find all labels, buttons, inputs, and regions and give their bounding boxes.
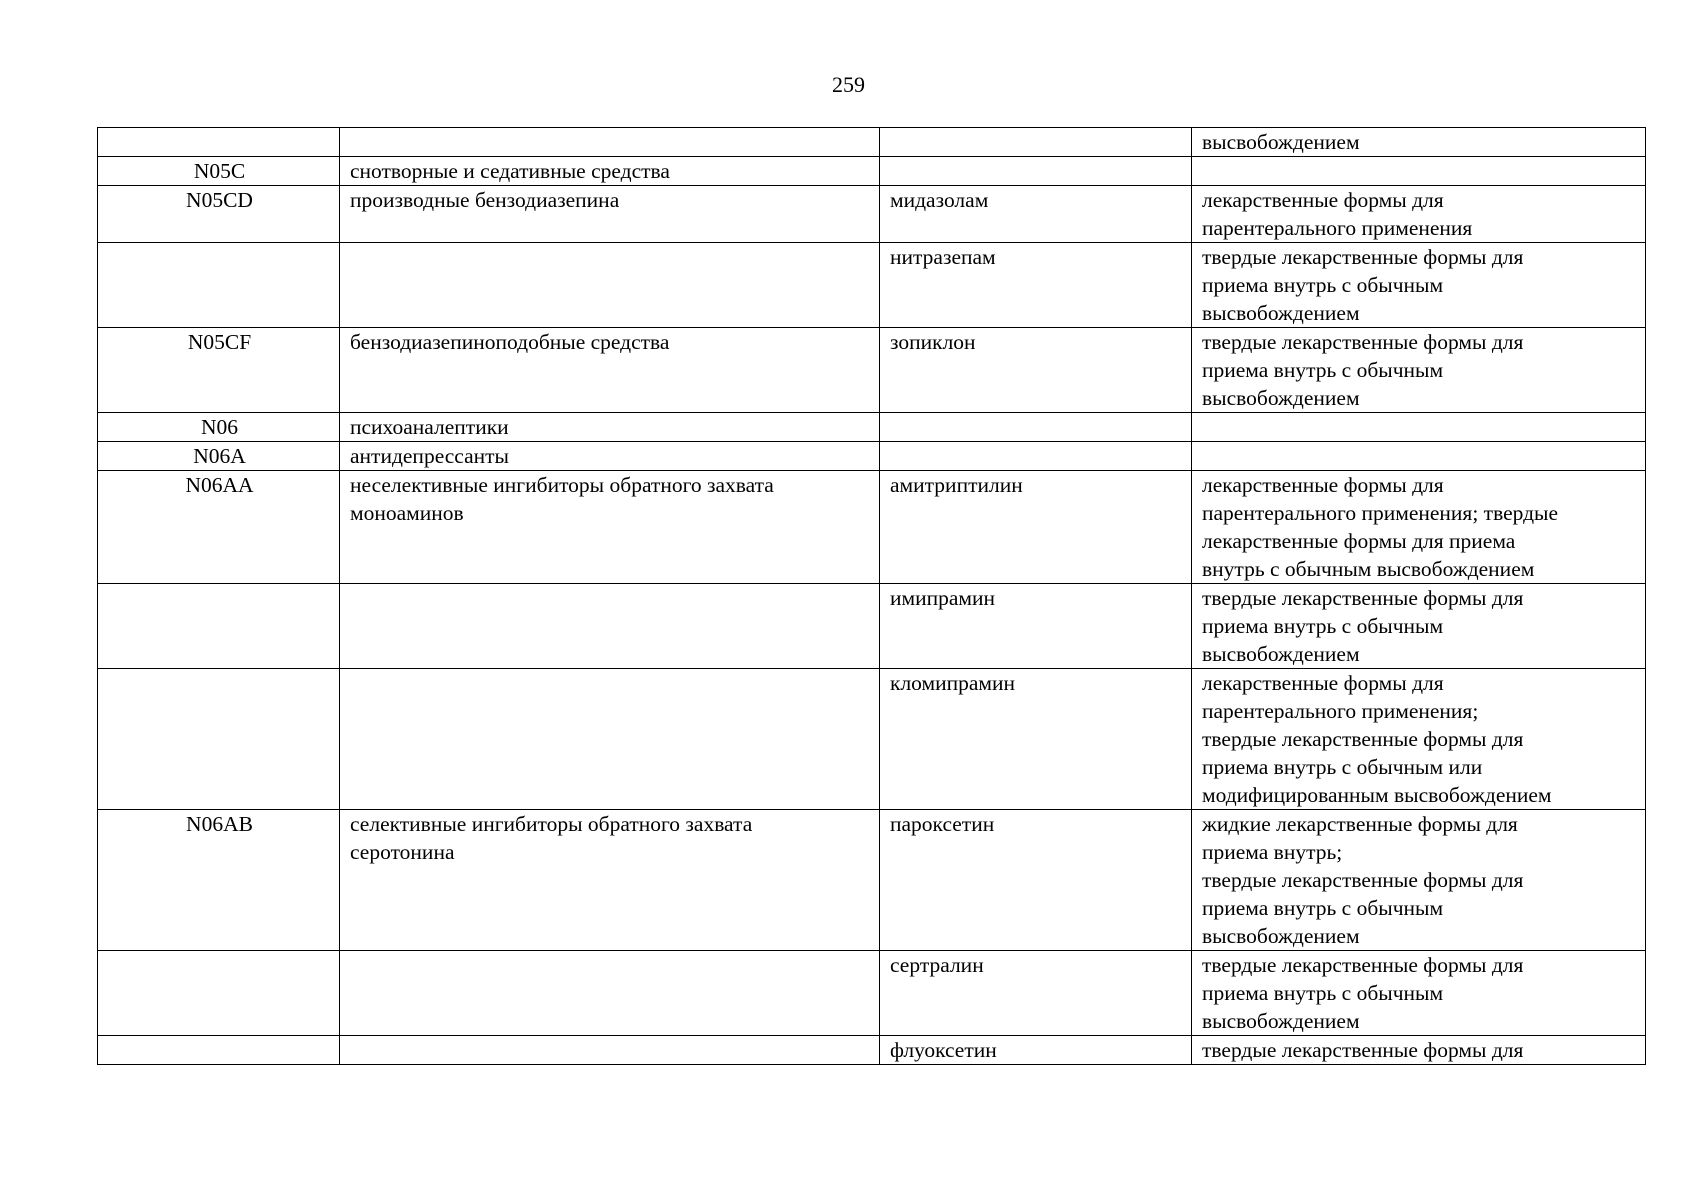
drug-name-cell: зопиклон bbox=[880, 328, 1192, 413]
drug-classification-table bbox=[97, 127, 1646, 1065]
dosage-form-cell bbox=[1192, 413, 1646, 442]
atc-code-cell bbox=[98, 243, 340, 328]
drug-name-cell: сертралин bbox=[880, 951, 1192, 1036]
table-row bbox=[98, 186, 1646, 243]
drug-name-cell: мидазолам bbox=[880, 186, 1192, 243]
group-name-cell: бензодиазепиноподобные средства bbox=[340, 328, 880, 413]
dosage-form-cell: твердые лекарственные формы для приема внутрь с обычным высвобождением bbox=[1192, 328, 1646, 413]
atc-code-cell: N06AB bbox=[98, 810, 340, 951]
atc-code-cell bbox=[98, 128, 340, 157]
atc-code-cell bbox=[98, 951, 340, 1036]
group-name-cell: психоаналептики bbox=[340, 413, 880, 442]
atc-code-cell: N05CD bbox=[98, 186, 340, 243]
table-row bbox=[98, 951, 1646, 1036]
dosage-form-cell: лекарственные формы для парентерального применения; твердые лекарственные формы для приема внутрь с обычным или модифицированным высвобождением bbox=[1192, 669, 1646, 810]
group-name-cell bbox=[340, 669, 880, 810]
drug-name-cell: нитразепам bbox=[880, 243, 1192, 328]
group-name-cell bbox=[340, 951, 880, 1036]
dosage-form-cell: лекарственные формы для парентерального применения; твердые лекарственные формы для приема внутрь с обычным высвобождением bbox=[1192, 471, 1646, 584]
group-name-cell bbox=[340, 584, 880, 669]
group-name-cell: производные бензодиазепина bbox=[340, 186, 880, 243]
drug-name-cell: пароксетин bbox=[880, 810, 1192, 951]
atc-code-cell bbox=[98, 1036, 340, 1065]
dosage-form-cell: лекарственные формы для парентерального применения bbox=[1192, 186, 1646, 243]
atc-code-cell: N05CF bbox=[98, 328, 340, 413]
dosage-form-cell: твердые лекарственные формы для приема внутрь с обычным высвобождением bbox=[1192, 243, 1646, 328]
atc-code-cell: N05C bbox=[98, 157, 340, 186]
atc-code-cell: N06 bbox=[98, 413, 340, 442]
atc-code-cell bbox=[98, 669, 340, 810]
drug-name-cell bbox=[880, 128, 1192, 157]
table-row bbox=[98, 584, 1646, 669]
dosage-form-cell: твердые лекарственные формы для приема внутрь с обычным высвобождением bbox=[1192, 951, 1646, 1036]
table-row bbox=[98, 157, 1646, 186]
table-row bbox=[98, 328, 1646, 413]
page-number: 259 bbox=[832, 72, 865, 97]
atc-code-cell: N06A bbox=[98, 442, 340, 471]
atc-code-cell: N06AA bbox=[98, 471, 340, 584]
table-row bbox=[98, 810, 1646, 951]
group-name-cell bbox=[340, 1036, 880, 1065]
table-row bbox=[98, 128, 1646, 157]
group-name-cell bbox=[340, 128, 880, 157]
drug-name-cell bbox=[880, 157, 1192, 186]
drug-name-cell: имипрамин bbox=[880, 584, 1192, 669]
atc-code-cell bbox=[98, 584, 340, 669]
drug-name-cell: амитриптилин bbox=[880, 471, 1192, 584]
group-name-cell: неселективные ингибиторы обратного захвата моноаминов bbox=[340, 471, 880, 584]
group-name-cell: снотворные и седативные средства bbox=[340, 157, 880, 186]
dosage-form-cell: высвобождением bbox=[1192, 128, 1646, 157]
drug-name-cell: флуоксетин bbox=[880, 1036, 1192, 1065]
table-row bbox=[98, 442, 1646, 471]
dosage-form-cell: жидкие лекарственные формы для приема внутрь; твердые лекарственные формы для приема внутрь с обычным высвобождением bbox=[1192, 810, 1646, 951]
group-name-cell: антидепрессанты bbox=[340, 442, 880, 471]
table-row bbox=[98, 413, 1646, 442]
group-name-cell bbox=[340, 243, 880, 328]
table-row bbox=[98, 669, 1646, 810]
table-row bbox=[98, 471, 1646, 584]
table-row bbox=[98, 1036, 1646, 1065]
dosage-form-cell bbox=[1192, 442, 1646, 471]
drug-name-cell bbox=[880, 413, 1192, 442]
drug-name-cell bbox=[880, 442, 1192, 471]
drug-name-cell: кломипрамин bbox=[880, 669, 1192, 810]
dosage-form-cell: твердые лекарственные формы для bbox=[1192, 1036, 1646, 1065]
table-row bbox=[98, 243, 1646, 328]
dosage-form-cell: твердые лекарственные формы для приема внутрь с обычным высвобождением bbox=[1192, 584, 1646, 669]
dosage-form-cell bbox=[1192, 157, 1646, 186]
group-name-cell: селективные ингибиторы обратного захвата серотонина bbox=[340, 810, 880, 951]
